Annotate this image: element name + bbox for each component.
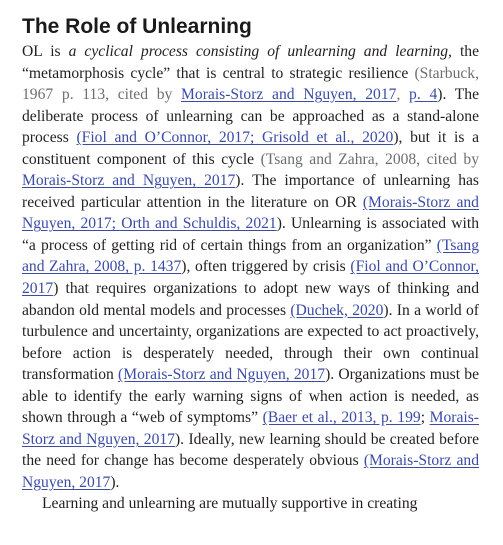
section-heading: The Role of Unlearning bbox=[22, 15, 252, 38]
paragraph-text: ). bbox=[110, 473, 120, 491]
citation-link[interactable]: (Fiol and O’Connor, 2017 bbox=[22, 258, 479, 298]
citation-link[interactable]: (Morais-Storz and Nguyen, 2017 bbox=[118, 366, 326, 384]
citation-text: , bbox=[396, 86, 410, 104]
paragraph-text: ), often triggered by crisis bbox=[181, 258, 351, 276]
paragraph-text: ). In a world of turbulence and uncertainty, organizations are expected to act proactively, before action is desperately needed, through their own continual transformation bbox=[22, 301, 479, 384]
citation-text: (Starbuck, 1967 p. 113, cited by bbox=[22, 64, 479, 104]
citation-link[interactable]: (Baer et al., 2013, p. 199 bbox=[262, 409, 421, 427]
paragraph-text: ). The deliberate process of unlearning can be approached as a stand-alone process bbox=[22, 86, 480, 147]
citation-link[interactable]: (Morais-Storz and Nguyen, 2017 bbox=[22, 452, 479, 491]
paragraph-text: ) that requires organizations to adopt new ways of thinking and abandon old mental models and processes bbox=[22, 280, 479, 319]
paragraph-text: the “metamorphosis cycle” that is central to strategic resilience bbox=[22, 43, 479, 82]
emphasized-text: a cyclical process consisting of unlearning and learning, bbox=[68, 43, 452, 60]
paragraph-text: ), but it is a constituent component of this cycle bbox=[22, 129, 480, 168]
citation-link[interactable]: (Tsang and Zahra, 2008, p. 1437 bbox=[22, 236, 479, 276]
paragraph-text: ). Unlearning is associated with “a process of getting rid of certain things from an organization” bbox=[22, 215, 480, 254]
citation-link[interactable]: p. 4 bbox=[409, 86, 438, 104]
paragraph-text: ). The importance of unlearning has received particular attention in the literature on OR bbox=[22, 172, 480, 211]
paragraph-text: ). Ideally, new learning should be created before the need for change has become desperately obvious bbox=[22, 430, 479, 470]
paragraph-text: ). Organizations must be able to identify the early warning signs of when action is needed, as shown through a “web of symptoms” bbox=[22, 366, 480, 427]
citation-link[interactable]: Morais-Storz and Nguyen, 2017 bbox=[22, 409, 479, 448]
citation-link[interactable]: Morais-Storz and Nguyen, 2017 bbox=[22, 172, 236, 190]
citation-link[interactable]: (Fiol and O’Connor, 2017; Grisold et al., 2020 bbox=[76, 129, 394, 147]
paragraph-text: ; bbox=[420, 409, 430, 427]
citation-link[interactable]: (Duchek, 2020 bbox=[290, 301, 384, 319]
citation-link[interactable]: (Morais-Storz and Nguyen, 2017; Orth and Schuldis, 2021 bbox=[22, 193, 479, 233]
citation-text: (Tsang and Zahra, 2008, cited by bbox=[260, 150, 479, 168]
citation-link[interactable]: Morais-Storz and Nguyen, 2017 bbox=[181, 86, 397, 104]
paragraph-text: OL is bbox=[22, 43, 69, 60]
body-paragraph bbox=[22, 41, 479, 493]
article-page bbox=[22, 14, 479, 515]
body-paragraph-continuation: Learning and unlearning are mutually supportive in creating bbox=[42, 495, 418, 513]
